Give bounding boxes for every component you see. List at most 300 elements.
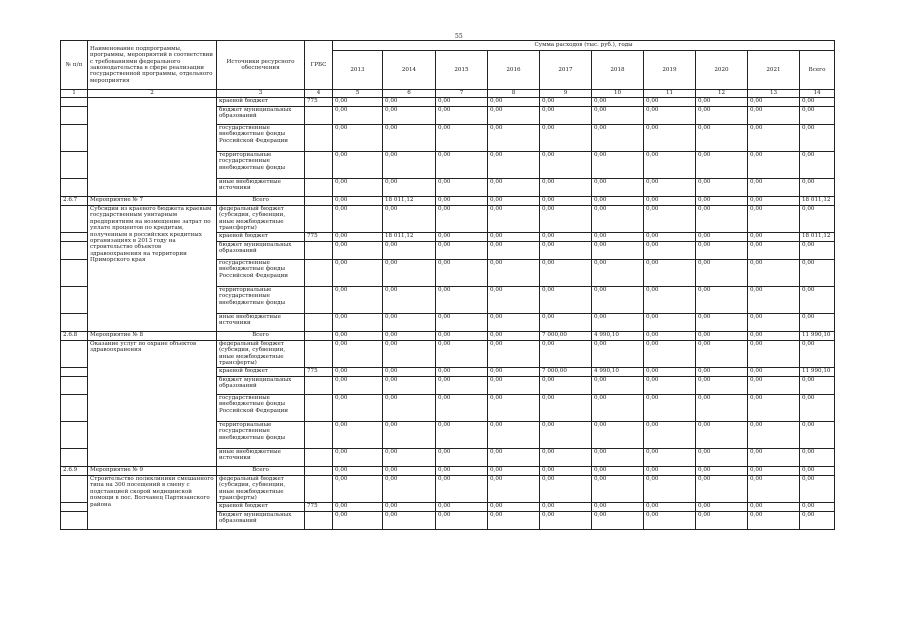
funding-source: бюджет муниципальных образований	[217, 512, 305, 530]
year-value: 0,00	[696, 422, 748, 449]
column-number: 8	[488, 90, 540, 98]
column-number: 2	[88, 90, 217, 98]
year-value: 0,00	[540, 206, 592, 233]
table-row	[61, 332, 835, 341]
year-value: 0,00	[436, 512, 488, 530]
funding-source: бюджет муниципальных образований	[217, 107, 305, 125]
header-number: № п/п	[61, 41, 88, 90]
row-number: 2.6.8	[61, 332, 88, 341]
year-value: 0,00	[333, 287, 383, 314]
year-value: 0,00	[592, 197, 644, 206]
year-value: 0,00	[333, 332, 383, 341]
year-value: 0,00	[333, 368, 383, 377]
year-value: 0,00	[592, 314, 644, 332]
total-value: 0,00	[800, 314, 835, 332]
funding-source: краевой бюджет	[217, 503, 305, 512]
year-value: 0,00	[592, 98, 644, 107]
year-value: 0,00	[592, 179, 644, 197]
year-value: 0,00	[644, 197, 696, 206]
header-grbs: ГРБС	[305, 41, 333, 90]
year-value: 0,00	[436, 152, 488, 179]
year-value: 18 011,12	[383, 233, 436, 242]
year-value: 0,00	[644, 152, 696, 179]
year-value: 0,00	[748, 422, 800, 449]
year-value: 0,00	[644, 341, 696, 368]
activity-name: Оказание услуг по охране объектов здравоохранения	[88, 341, 217, 467]
year-value: 0,00	[333, 467, 383, 476]
year-value: 0,00	[696, 341, 748, 368]
year-value: 0,00	[592, 341, 644, 368]
year-value: 0,00	[383, 422, 436, 449]
year-value: 0,00	[540, 242, 592, 260]
year-value: 0,00	[333, 422, 383, 449]
table-row	[61, 98, 835, 107]
year-value: 0,00	[383, 206, 436, 233]
year-value: 0,00	[696, 233, 748, 242]
funding-source: государственные внебюджетные фонды Российской Федерации	[217, 395, 305, 422]
year-value: 0,00	[540, 314, 592, 332]
year-value: 0,00	[488, 152, 540, 179]
row-number	[61, 206, 88, 233]
year-value: 0,00	[436, 377, 488, 395]
column-number: 14	[800, 90, 835, 98]
year-value: 0,00	[540, 377, 592, 395]
header-year: 2015	[436, 51, 488, 90]
grbs-code: 775	[305, 233, 333, 242]
year-value: 0,00	[592, 377, 644, 395]
year-value: 0,00	[383, 152, 436, 179]
table-row	[61, 467, 835, 476]
header-year: Всего	[800, 51, 835, 90]
year-value: 0,00	[644, 107, 696, 125]
year-value: 0,00	[540, 476, 592, 503]
year-value: 0,00	[696, 332, 748, 341]
year-value: 0,00	[592, 512, 644, 530]
header-source: Источники ресурсного обеспечения	[217, 41, 305, 90]
year-value: 0,00	[383, 98, 436, 107]
year-value: 0,00	[748, 179, 800, 197]
year-value: 0,00	[592, 422, 644, 449]
year-value: 0,00	[592, 476, 644, 503]
year-value: 0,00	[644, 512, 696, 530]
grbs-code	[305, 314, 333, 332]
year-value: 0,00	[748, 341, 800, 368]
year-value: 0,00	[540, 449, 592, 467]
activity-name: Мероприятие № 8	[88, 332, 217, 341]
year-value: 0,00	[696, 476, 748, 503]
year-value: 4 990,10	[592, 332, 644, 341]
row-number	[61, 512, 88, 530]
year-value: 0,00	[696, 503, 748, 512]
year-value: 0,00	[696, 152, 748, 179]
year-value: 0,00	[488, 449, 540, 467]
year-value: 0,00	[748, 260, 800, 287]
year-value: 0,00	[436, 233, 488, 242]
year-value: 0,00	[488, 368, 540, 377]
year-value: 0,00	[436, 98, 488, 107]
year-value: 0,00	[696, 512, 748, 530]
year-value: 0,00	[383, 341, 436, 368]
row-number	[61, 395, 88, 422]
year-value: 0,00	[696, 107, 748, 125]
year-value: 0,00	[748, 332, 800, 341]
year-value: 0,00	[436, 197, 488, 206]
grbs-code: 775	[305, 368, 333, 377]
row-number: 2.6.9	[61, 467, 88, 476]
row-number	[61, 260, 88, 287]
funding-source: государственные внебюджетные фонды Российской Федерации	[217, 125, 305, 152]
funding-source: бюджет муниципальных образований	[217, 242, 305, 260]
total-value: 0,00	[800, 449, 835, 467]
year-value: 0,00	[644, 422, 696, 449]
total-value: 0,00	[800, 341, 835, 368]
row-number	[61, 98, 88, 107]
page-number: 55	[455, 33, 463, 40]
year-value: 0,00	[644, 314, 696, 332]
year-value: 0,00	[488, 287, 540, 314]
grbs-code	[305, 179, 333, 197]
year-value: 0,00	[748, 449, 800, 467]
table-row	[61, 476, 835, 503]
year-value: 0,00	[592, 503, 644, 512]
header-year: 2013	[333, 51, 383, 90]
year-value: 0,00	[696, 395, 748, 422]
year-value: 0,00	[383, 242, 436, 260]
grbs-code	[305, 260, 333, 287]
table-row	[61, 197, 835, 206]
year-value: 0,00	[333, 503, 383, 512]
row-number	[61, 107, 88, 125]
year-value: 0,00	[696, 377, 748, 395]
year-value: 0,00	[748, 368, 800, 377]
year-value: 0,00	[333, 260, 383, 287]
year-value: 0,00	[333, 341, 383, 368]
year-value: 0,00	[644, 368, 696, 377]
column-number: 7	[436, 90, 488, 98]
year-value: 0,00	[436, 476, 488, 503]
year-value: 0,00	[333, 125, 383, 152]
year-value: 0,00	[488, 179, 540, 197]
row-number: 2.6.7	[61, 197, 88, 206]
funding-source: иные внебюджетные источники	[217, 314, 305, 332]
year-value: 0,00	[488, 332, 540, 341]
year-value: 0,00	[436, 341, 488, 368]
grbs-code	[305, 332, 333, 341]
year-value: 0,00	[436, 260, 488, 287]
year-value: 0,00	[644, 242, 696, 260]
year-value: 0,00	[540, 107, 592, 125]
year-value: 0,00	[592, 260, 644, 287]
year-value: 0,00	[748, 206, 800, 233]
year-value: 0,00	[333, 395, 383, 422]
activity-name: Мероприятие № 9	[88, 467, 217, 476]
year-value: 0,00	[644, 287, 696, 314]
year-value: 0,00	[383, 512, 436, 530]
year-value: 0,00	[383, 332, 436, 341]
year-value: 0,00	[696, 197, 748, 206]
funding-source: Всего	[217, 332, 305, 341]
row-number	[61, 242, 88, 260]
year-value: 0,00	[436, 206, 488, 233]
year-value: 0,00	[644, 125, 696, 152]
grbs-code	[305, 395, 333, 422]
year-value: 0,00	[748, 98, 800, 107]
total-value: 11 990,10	[800, 332, 835, 341]
year-value: 0,00	[748, 512, 800, 530]
year-value: 0,00	[748, 233, 800, 242]
year-value: 0,00	[488, 197, 540, 206]
year-value: 0,00	[488, 467, 540, 476]
year-value: 0,00	[592, 287, 644, 314]
year-value: 0,00	[333, 242, 383, 260]
year-value: 0,00	[540, 233, 592, 242]
year-value: 0,00	[748, 467, 800, 476]
year-value: 0,00	[592, 242, 644, 260]
year-value: 0,00	[748, 287, 800, 314]
grbs-code	[305, 449, 333, 467]
funding-source: территориальные государственные внебюджетные фонды	[217, 152, 305, 179]
funding-source: федеральный бюджет (субсидии, субвенции, иные межбюджетные трансферты)	[217, 341, 305, 368]
year-value: 0,00	[488, 242, 540, 260]
total-value: 0,00	[800, 467, 835, 476]
funding-source: территориальные государственные внебюджетные фонды	[217, 287, 305, 314]
total-value: 0,00	[800, 242, 835, 260]
year-value: 0,00	[488, 107, 540, 125]
year-value: 0,00	[436, 287, 488, 314]
year-value: 0,00	[488, 512, 540, 530]
grbs-code: 775	[305, 98, 333, 107]
header-year: 2020	[696, 51, 748, 90]
column-number: 1	[61, 90, 88, 98]
year-value: 0,00	[436, 179, 488, 197]
year-value: 0,00	[644, 233, 696, 242]
grbs-code	[305, 242, 333, 260]
funding-source: иные внебюджетные источники	[217, 449, 305, 467]
table-row	[61, 206, 835, 233]
year-value: 0,00	[333, 377, 383, 395]
year-value: 0,00	[696, 125, 748, 152]
year-value: 0,00	[748, 395, 800, 422]
year-value: 0,00	[748, 476, 800, 503]
year-value: 0,00	[488, 233, 540, 242]
year-value: 0,00	[488, 206, 540, 233]
grbs-code	[305, 107, 333, 125]
year-value: 0,00	[383, 107, 436, 125]
funding-source: федеральный бюджет (субсидии, субвенции, иные межбюджетные трансферты)	[217, 476, 305, 503]
year-value: 0,00	[383, 467, 436, 476]
year-value: 0,00	[333, 197, 383, 206]
year-value: 0,00	[592, 449, 644, 467]
year-value: 0,00	[592, 125, 644, 152]
grbs-code	[305, 125, 333, 152]
grbs-code	[305, 422, 333, 449]
total-value: 0,00	[800, 476, 835, 503]
year-value: 0,00	[592, 395, 644, 422]
year-value: 0,00	[436, 314, 488, 332]
year-value: 0,00	[696, 206, 748, 233]
year-value: 0,00	[748, 152, 800, 179]
total-value: 0,00	[800, 512, 835, 530]
year-value: 0,00	[540, 341, 592, 368]
funding-source: краевой бюджет	[217, 233, 305, 242]
year-value: 0,00	[333, 152, 383, 179]
column-number: 6	[383, 90, 436, 98]
row-number	[61, 152, 88, 179]
year-value: 0,00	[383, 125, 436, 152]
year-value: 0,00	[488, 395, 540, 422]
grbs-code	[305, 341, 333, 368]
year-value: 0,00	[436, 422, 488, 449]
year-value: 4 990,10	[592, 368, 644, 377]
year-value: 0,00	[436, 503, 488, 512]
header-year: 2017	[540, 51, 592, 90]
total-value: 18 011,12	[800, 233, 835, 242]
year-value: 0,00	[540, 395, 592, 422]
row-number	[61, 179, 88, 197]
year-value: 0,00	[488, 341, 540, 368]
year-value: 0,00	[436, 242, 488, 260]
year-value: 0,00	[696, 314, 748, 332]
funding-source: краевой бюджет	[217, 98, 305, 107]
year-value: 0,00	[592, 152, 644, 179]
year-value: 0,00	[540, 152, 592, 179]
total-value: 0,00	[800, 206, 835, 233]
table-row	[61, 341, 835, 368]
column-number: 9	[540, 90, 592, 98]
year-value: 0,00	[644, 260, 696, 287]
activity-name: Субсидии из краевого бюджета краевым государственным унитарным предприятиям на возмещение затрат по уплате процентов по кредитам, полученным в российских кредитных организациях в 2013 году на строительство объектов здравоохранения на территории Приморского края	[88, 206, 217, 332]
row-number	[61, 341, 88, 368]
year-value: 0,00	[488, 314, 540, 332]
total-value: 0,00	[800, 377, 835, 395]
row-number	[61, 449, 88, 467]
row-number	[61, 125, 88, 152]
grbs-code	[305, 197, 333, 206]
year-value: 0,00	[383, 395, 436, 422]
year-value: 0,00	[333, 206, 383, 233]
funding-source: краевой бюджет	[217, 368, 305, 377]
year-value: 0,00	[540, 467, 592, 476]
year-value: 0,00	[540, 125, 592, 152]
grbs-code	[305, 377, 333, 395]
year-value: 0,00	[748, 242, 800, 260]
year-value: 0,00	[748, 503, 800, 512]
row-number	[61, 314, 88, 332]
funding-source: Всего	[217, 467, 305, 476]
year-value: 0,00	[644, 395, 696, 422]
total-value: 0,00	[800, 422, 835, 449]
year-value: 0,00	[592, 107, 644, 125]
year-value: 0,00	[540, 512, 592, 530]
header-year: 2021	[748, 51, 800, 90]
year-value: 0,00	[436, 467, 488, 476]
year-value: 0,00	[696, 368, 748, 377]
year-value: 0,00	[488, 377, 540, 395]
year-value: 0,00	[644, 467, 696, 476]
year-value: 0,00	[333, 476, 383, 503]
year-value: 0,00	[644, 206, 696, 233]
year-value: 0,00	[333, 179, 383, 197]
year-value: 0,00	[333, 512, 383, 530]
year-value: 18 011,12	[383, 197, 436, 206]
year-value: 0,00	[333, 449, 383, 467]
total-value: 18 011,12	[800, 197, 835, 206]
year-value: 0,00	[488, 98, 540, 107]
column-number: 10	[592, 90, 644, 98]
year-value: 0,00	[748, 197, 800, 206]
year-value: 0,00	[696, 179, 748, 197]
year-value: 0,00	[333, 314, 383, 332]
funding-source: государственные внебюджетные фонды Российской Федерации	[217, 260, 305, 287]
total-value: 0,00	[800, 395, 835, 422]
year-value: 0,00	[644, 179, 696, 197]
total-value: 0,00	[800, 260, 835, 287]
total-value: 0,00	[800, 179, 835, 197]
year-value: 0,00	[383, 314, 436, 332]
column-number: 3	[217, 90, 305, 98]
header-year: 2014	[383, 51, 436, 90]
grbs-code	[305, 512, 333, 530]
grbs-code	[305, 206, 333, 233]
grbs-code	[305, 467, 333, 476]
total-value: 0,00	[800, 98, 835, 107]
row-number	[61, 287, 88, 314]
year-value: 0,00	[592, 467, 644, 476]
year-value: 7 000,00	[540, 368, 592, 377]
budget-table	[60, 40, 835, 530]
year-value: 0,00	[540, 260, 592, 287]
year-value: 0,00	[488, 422, 540, 449]
year-value: 0,00	[748, 125, 800, 152]
year-value: 0,00	[696, 98, 748, 107]
year-value: 0,00	[644, 332, 696, 341]
column-number: 5	[333, 90, 383, 98]
year-value: 0,00	[333, 98, 383, 107]
grbs-code	[305, 287, 333, 314]
year-value: 0,00	[333, 107, 383, 125]
row-number	[61, 503, 88, 512]
year-value: 0,00	[644, 98, 696, 107]
year-value: 0,00	[383, 287, 436, 314]
column-number: 12	[696, 90, 748, 98]
year-value: 0,00	[696, 260, 748, 287]
year-value: 0,00	[436, 368, 488, 377]
activity-name: Мероприятие № 7	[88, 197, 217, 206]
year-value: 0,00	[436, 332, 488, 341]
year-value: 0,00	[540, 422, 592, 449]
year-value: 0,00	[333, 233, 383, 242]
year-value: 0,00	[436, 449, 488, 467]
column-number: 11	[644, 90, 696, 98]
year-value: 0,00	[540, 503, 592, 512]
row-number	[61, 377, 88, 395]
year-value: 0,00	[540, 287, 592, 314]
year-value: 0,00	[592, 233, 644, 242]
grbs-code	[305, 152, 333, 179]
year-value: 0,00	[644, 377, 696, 395]
year-value: 0,00	[644, 449, 696, 467]
year-value: 0,00	[383, 503, 436, 512]
grbs-code	[305, 476, 333, 503]
column-number: 13	[748, 90, 800, 98]
year-value: 0,00	[383, 368, 436, 377]
header-year: 2018	[592, 51, 644, 90]
activity-name: Строительство поликлиники смешанного типа на 300 посещений в смену с подстанцией скорой медицинской помощи в пос. Волчанец Партизанского района	[88, 476, 217, 530]
row-number	[61, 368, 88, 377]
year-value: 0,00	[383, 476, 436, 503]
funding-source: бюджет муниципальных образований	[217, 377, 305, 395]
year-value: 0,00	[383, 179, 436, 197]
